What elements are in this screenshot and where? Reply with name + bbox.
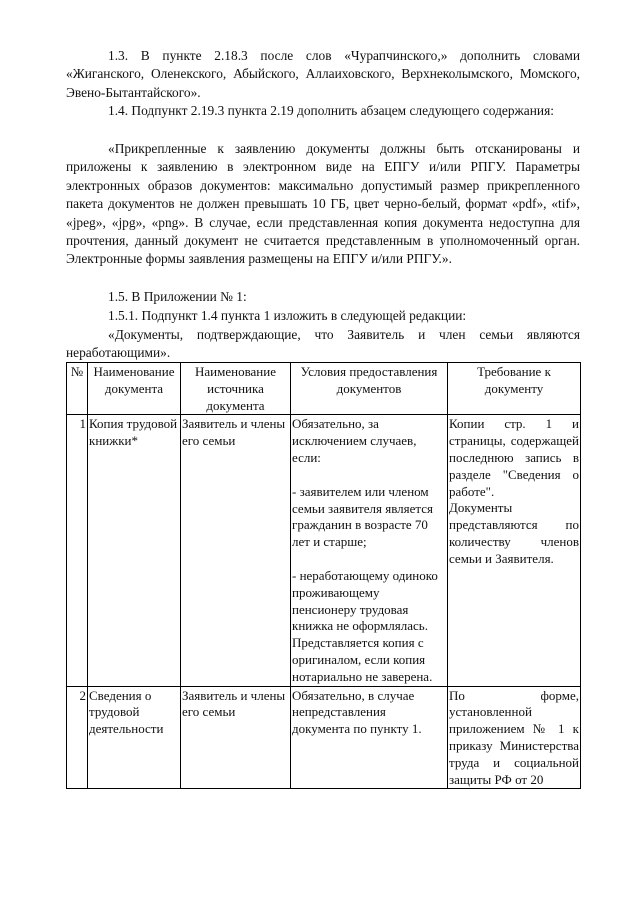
row-requirement — [448, 415, 581, 686]
row-conditions — [291, 415, 448, 686]
row-document-name: Сведения о трудовой деятельности — [88, 686, 181, 789]
header-number: № — [67, 363, 88, 415]
condition-text: - заявителем или членом семьи заявителя является гражданин в возрасте 70 лет и старше; — [292, 483, 433, 550]
row-source: Заявитель и члены его семьи — [181, 686, 291, 789]
paragraph-1-5-1: 1.5.1. Подпункт 1.4 пункта 1 изложить в следующей редакции: — [108, 308, 467, 323]
documents-table — [66, 362, 581, 789]
requirement-text: По форме, установленной приложением № 1 к приказу Министерства труда и социальной защиты РФ от 20 — [449, 687, 579, 787]
paragraph-1-3: 1.3. В пункте 2.18.3 после слов «Чурапчинского,» дополнить словами «Жиганского, Оленекского, Абыйского, Аллаиховского, Верхнеколымского, Момского, Эвено-Бытантайского». — [66, 48, 580, 100]
table-header-row — [67, 363, 581, 415]
table-row — [67, 686, 581, 789]
row-number: 2 — [67, 686, 88, 789]
header-document-name: Наименование документа — [88, 363, 181, 415]
table-row — [67, 415, 581, 686]
condition-text: Представляется копия с оригиналом, если копия нотариально не заверена. — [292, 635, 433, 684]
paragraph-quote: «Прикрепленные к заявлению документы должны быть отсканированы и приложены к заявлению в электронном виде на ЕПГУ и/или РПГУ. Параметры электронных образов документов: максимально допустимый размер прикрепленного пакета документов не должен превышать 10 ГБ, цвет черно-белый, формат «pdf», «tif», «jpeg», «jpg», «png». В случае, если представленная копия документа недоступна для прочтения, данный документ не считается представленным в уполномоченный орган. Электронные формы заявления размещены на ЕПГУ и/или РПГУ.». — [66, 141, 580, 267]
requirement-text: Копии стр. 1 и страницы, содержащей последнюю запись в разделе "Сведения о работе". — [449, 416, 579, 499]
paragraph-1-4: 1.4. Подпункт 2.19.3 пункта 2.19 дополнить абзацем следующего содержания: — [108, 103, 554, 118]
condition-text: Обязательно, за исключением случаев, если: — [292, 416, 417, 465]
row-number: 1 — [67, 415, 88, 686]
condition-text: - неработающему одиноко проживающему пенсионеру трудовая книжка не оформлялась. — [292, 567, 438, 634]
row-document-name: Копия трудовой книжки* — [88, 415, 181, 686]
requirement-text: Документы представляются по количеству членов семьи и Заявителя. — [449, 500, 579, 566]
paragraph-1-5: 1.5. В Приложении № 1: — [108, 289, 247, 304]
condition-text: Обязательно, в случае непредставления документа по пункту 1. — [292, 687, 422, 737]
row-source: Заявитель и члены его семьи — [181, 415, 291, 686]
header-conditions: Условия предоставления документов — [291, 363, 448, 415]
row-requirement — [448, 686, 581, 789]
header-source-name: Наименование источника документа — [181, 363, 291, 415]
paragraph-documents: «Документы, подтверждающие, что Заявитель и член семьи являются неработающими». — [66, 327, 580, 361]
header-requirement: Требование к документу — [448, 363, 581, 415]
row-conditions — [291, 686, 448, 789]
